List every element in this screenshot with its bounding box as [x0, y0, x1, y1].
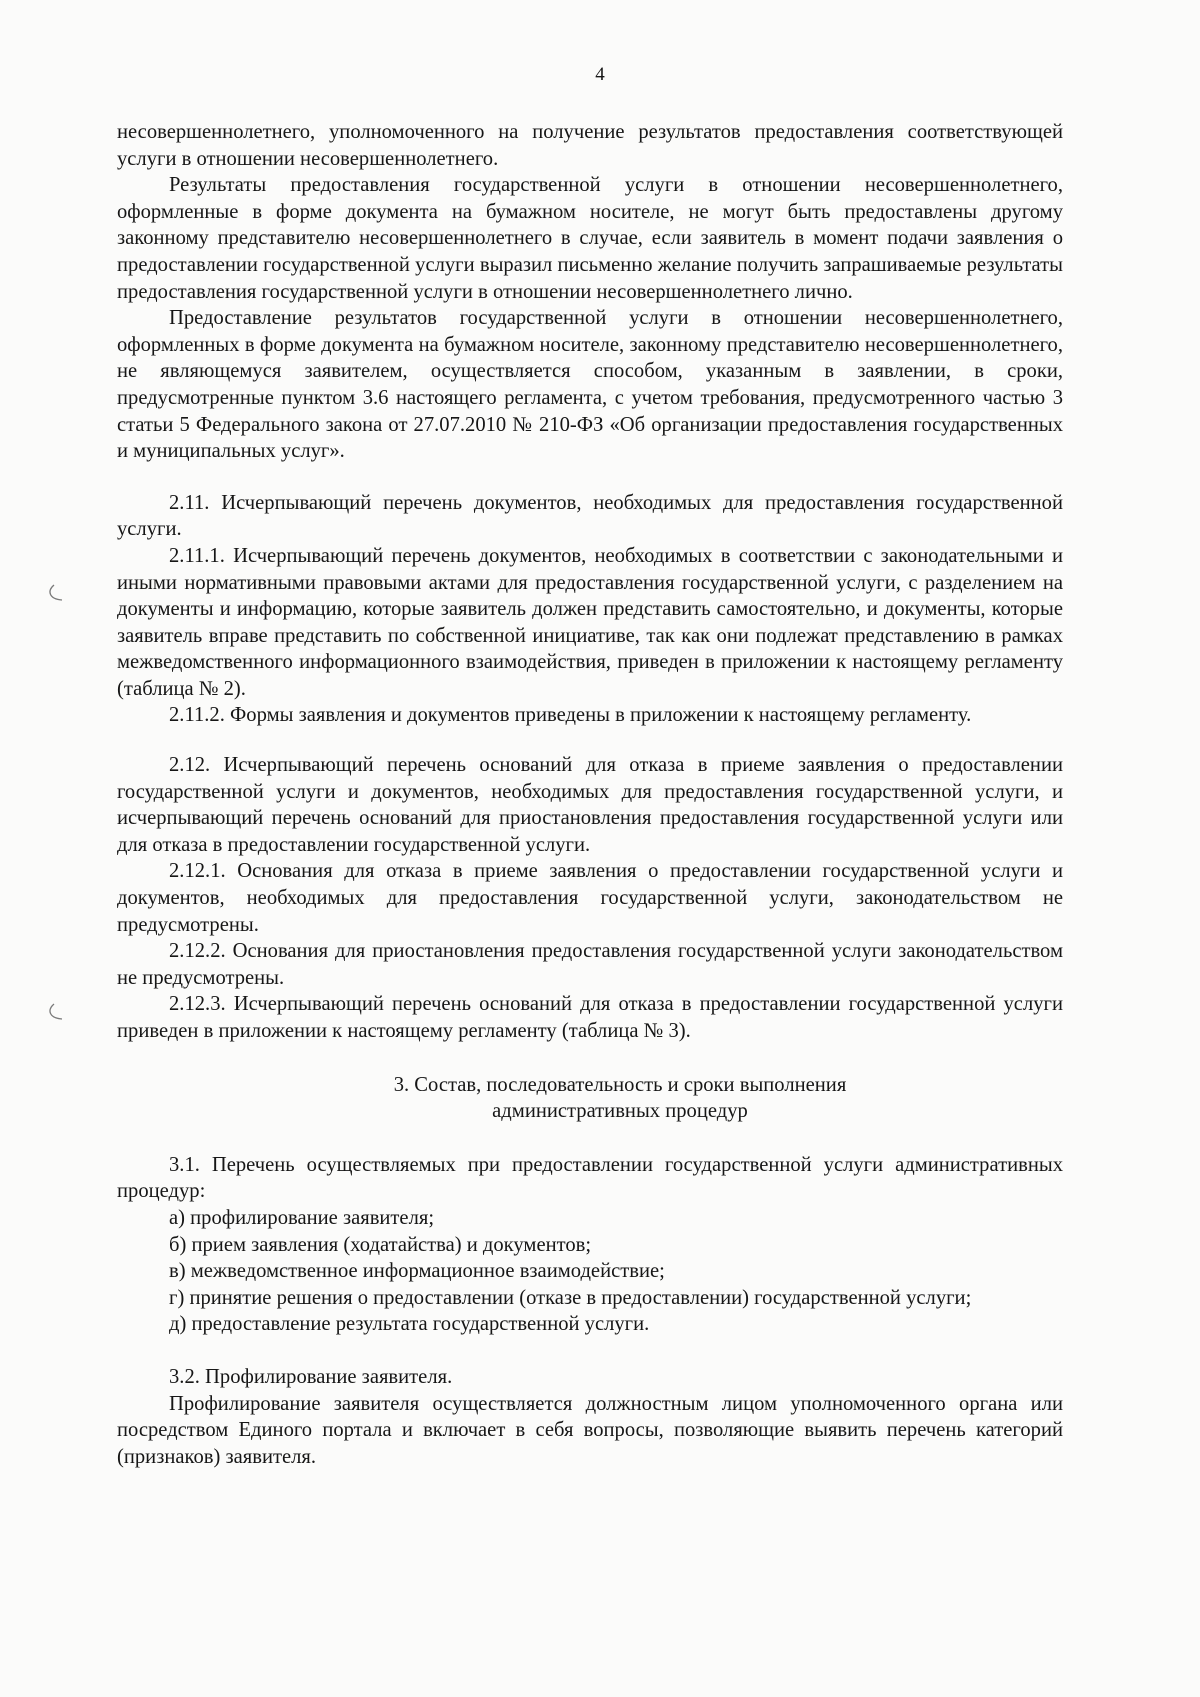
margin-pencil-mark [44, 1002, 66, 1024]
paragraph-profiling: Профилирование заявителя осуществляется должностным лицом уполномоченного органа или посредством Единого портала и включает в себя вопросы, позволяющие выявить перечень категорий (признаков) заявителя. [117, 1392, 1063, 1468]
section-heading [117, 1072, 1063, 1125]
procedure-list-item: д) предоставление результата государственной услуги. [169, 1313, 650, 1336]
procedure-list-item: г) принятие решения о предоставлении (отказе в предоставлении) государственной услуги; [169, 1286, 972, 1309]
clause-2-11: 2.11. Исчерпывающий перечень документов, необходимых для предоставления государственной услуги. [117, 491, 1063, 541]
paragraph-paper-results-restriction: Результаты предоставления государственной услуги в отношении несовершеннолетнего, оформленные в форме документа на бумажном носителе, не могут быть предоставлены другому законному представителю несовершеннолетнего в случае, если заявитель в момент подачи заявления о предоставлении государственной услуги выразил письменно желание получить запрашиваемые результаты предоставления государственной услуги в отношении несовершеннолетнего лично. [117, 174, 1063, 303]
procedure-list-item: а) профилирование заявителя; [169, 1206, 435, 1229]
document-body [117, 119, 1063, 1470]
spacer [117, 1338, 1063, 1364]
clause-2-11-1: 2.11.1. Исчерпывающий перечень документов, необходимых в соответствии с законодательными и иными нормативными правовыми актами для предоставления государственной услуги, с разделением на документы и информацию, которые заявитель должен представить самостоятельно, и документы, которые заявитель вправе представить по собственной инициативе, так как они подлежат представлению в рамках межведомственного информационного взаимодействия, приведен в приложении к настоящему регламенту (таблица № 2). [117, 544, 1063, 700]
clause-2-12-1: 2.12.1. Основания для отказа в приеме заявления о предоставлении государственной услуги и документов, необходимых для предоставления государственной услуги, законодательством не предусмотрены. [117, 860, 1063, 936]
clause-2-12-3: 2.12.3. Исчерпывающий перечень оснований для отказа в предоставлении государственной услуги приведен в приложении к настоящему регламенту (таблица № 3). [117, 993, 1063, 1042]
clause-3-2: 3.2. Профилирование заявителя. [169, 1365, 453, 1388]
margin-pencil-mark [44, 583, 66, 605]
spacer [117, 1125, 1063, 1152]
procedure-list-item: в) межведомственное информационное взаимодействие; [169, 1260, 665, 1283]
paragraph-minor-representative: несовершеннолетнего, уполномоченного на получение результатов предоставления соответствующей услуги в отношении несовершеннолетнего. [117, 121, 1063, 170]
spacer [117, 729, 1063, 752]
clause-2-11-2: 2.11.2. Формы заявления и документов приведены в приложении к настоящему регламенту. [169, 704, 972, 727]
page-number: 4 [595, 64, 605, 85]
spacer [117, 465, 1063, 490]
paragraph-results-delivery: Предоставление результатов государственной услуги в отношении несовершеннолетнего, оформленных в форме документа на бумажном носителе, законному представителю несовершеннолетнего, не являющемуся заявителем, осуществляется способом, указанным в заявлении, в сроки, предусмотренные пунктом 3.6 настоящего регламента, с учетом требования, предусмотренного частью 3 статьи 5 Федерального закона от 27.07.2010 № 210-ФЗ «Об организации предоставления государственных и муниципальных услуг». [117, 307, 1063, 463]
section-heading-line-2: административных процедур [492, 1100, 748, 1123]
clause-3-1: 3.1. Перечень осуществляемых при предоставлении государственной услуги административных процедур: [117, 1153, 1063, 1203]
clause-2-12-2: 2.12.2. Основания для приостановления предоставления государственной услуги законодательством не предусмотрены. [117, 940, 1063, 989]
section-heading-line-1: 3. Состав, последовательность и сроки выполнения [393, 1073, 847, 1096]
spacer [117, 1045, 1063, 1072]
clause-2-12: 2.12. Исчерпывающий перечень оснований для отказа в приеме заявления о предоставлении государственной услуги и документов, необходимых для предоставления государственной услуги, и исчерпывающий перечень оснований для приостановления предоставления государственной услуги или для отказа в предоставлении государственной услуги. [117, 754, 1063, 856]
procedure-list-item: б) прием заявления (ходатайства) и документов; [169, 1233, 592, 1256]
